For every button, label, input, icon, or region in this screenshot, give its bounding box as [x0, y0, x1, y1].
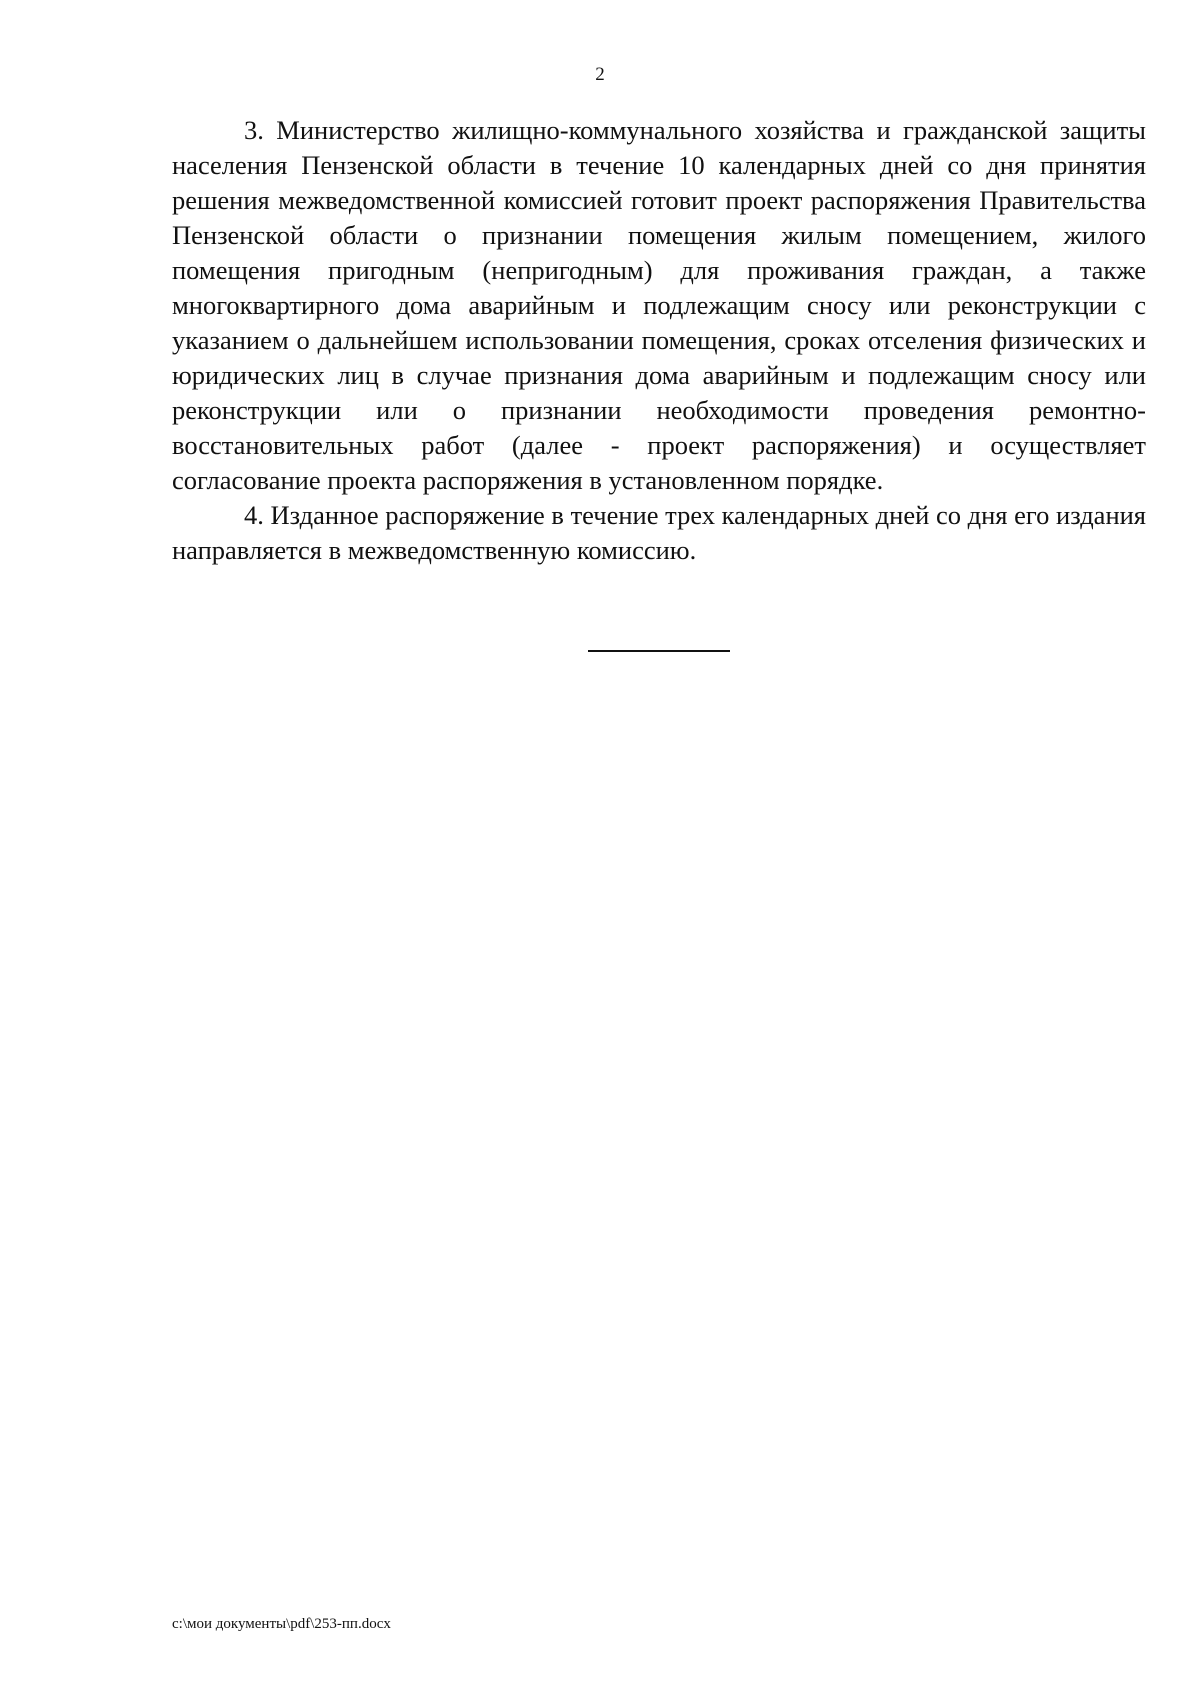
paragraph-3: 3. Министерство жилищно-коммунального хозяйства и гражданской защиты населения Пензенской области в течение 10 календарных дней со дня принятия решения межведомственной комиссией готовит проект распоряжения Правительства Пензенской области о признании помещения жилым помещением, жилого помещения пригодным (непригодным) для проживания граждан, а также многоквартирного дома аварийным и подлежащим сносу или реконструкции с указанием о дальнейшем использовании помещения, сроках отселения физических и юридических лиц в случае признания дома аварийным и подлежащим сносу или реконструкции или о признании необходимости проведения ремонтно-восстановительных работ (далее - проект распоряжения) и осуществляет согласование проекта распоряжения в установленном порядке. — [172, 115, 1146, 495]
page-number: 2 — [595, 64, 605, 85]
document-body — [172, 113, 1146, 568]
paragraph-4: 4. Изданное распоряжение в течение трех календарных дней со дня его издания направляется в межведомственную комиссию. — [172, 500, 1146, 565]
footer-file-path: c:\мои документы\pdf\253-пп.docx — [172, 1616, 391, 1632]
end-of-document-rule — [588, 650, 730, 652]
